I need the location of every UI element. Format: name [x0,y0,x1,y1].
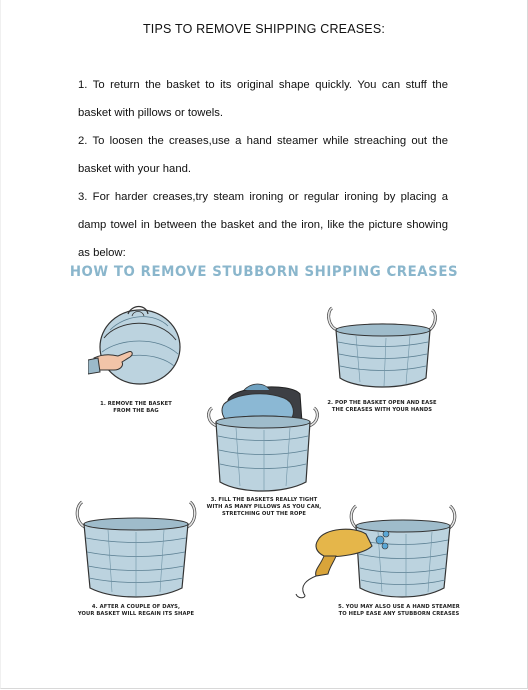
basket-with-pillows-icon [204,378,322,494]
tip-3: 3. For harder creases,try steam ironing or regular ironing by placing a damp towel in between the basket and the iron, like the picture showing as below: [78,191,448,259]
step-2-caption: 2. POP THE BASKET OPEN AND EASE THE CREASES WITH YOUR HANDS [327,400,437,413]
document-title: TIPS TO REMOVE SHIPPING CREASES: [142,22,386,36]
open-basket-icon [326,304,440,396]
folded-basket-hand-icon [88,300,184,396]
tip-2: 2. To loosen the creases,use a hand steamer while streaching out the basket with your hand. [78,135,448,175]
tip-1: 1. To return the basket to its original shape quickly. You can stuff the basket with pillows or towels. [78,79,448,119]
infographic-title: HOW TO REMOVE STUBBORN SHIPPING CREASES [69,264,459,280]
basket-steamer-icon [294,500,460,602]
large-basket-icon [74,498,198,602]
step-5-caption: 5. YOU MAY ALSO USE A HAND STEAMER TO HELP EASE ANY STUBBORN CREASES [338,604,460,617]
step-1-caption: 1. REMOVE THE BASKET FROM THE BAG [100,401,172,414]
step-3-caption: 3. FILL THE BASKETS REALLY TIGHT WITH AS MANY PILLOWS AS YOU CAN, STRETCHING OUT THE ROPE [206,497,322,517]
step-4-caption: 4. AFTER A COUPLE OF DAYS, YOUR BASKET WILL REGAIN ITS SHAPE [77,604,195,617]
